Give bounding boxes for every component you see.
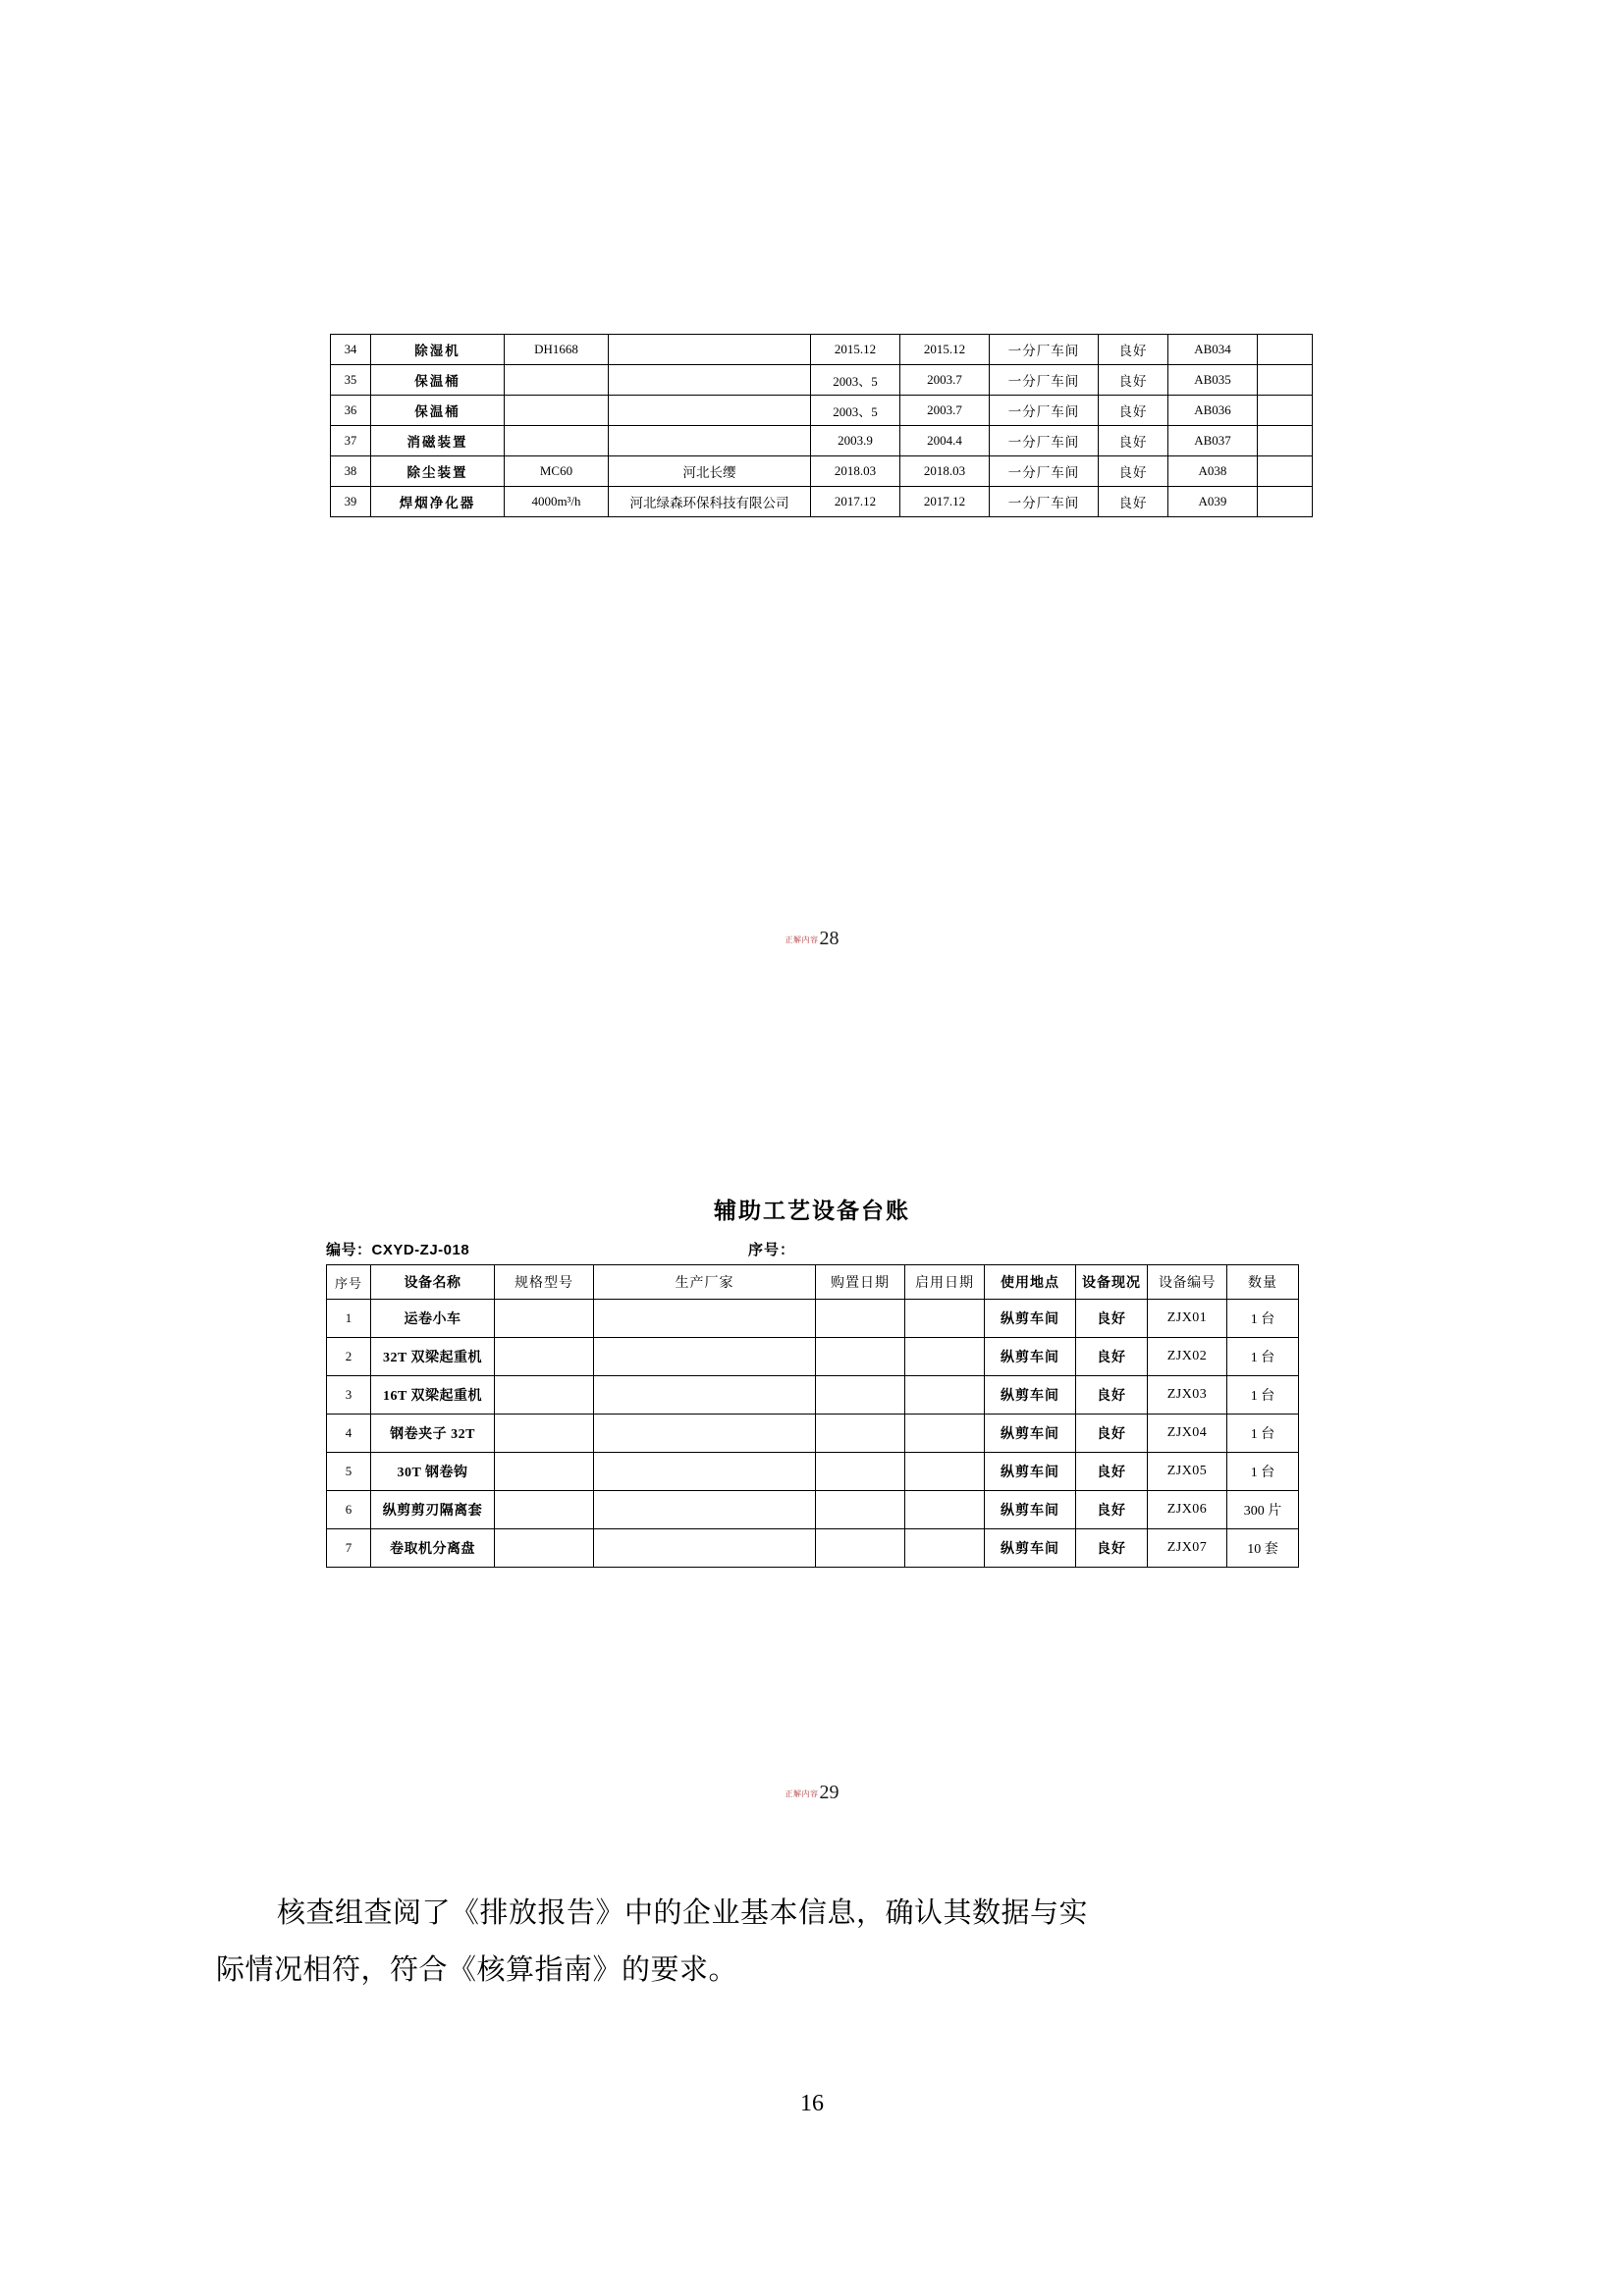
cell-qty xyxy=(1258,335,1313,365)
form-serial-label: 序号： xyxy=(748,1242,796,1258)
paragraph-line-2: 际情况相符，符合《核算指南》的要求。 xyxy=(216,1954,738,1986)
cell-buy-date: 2017.12 xyxy=(811,487,900,517)
col-state: 设备现况 xyxy=(1076,1265,1148,1300)
cell-model: DH1668 xyxy=(505,335,609,365)
cell-no: 3 xyxy=(327,1376,371,1415)
cell-name: 除湿机 xyxy=(371,335,505,365)
cell-state: 良好 xyxy=(1076,1529,1148,1568)
cell-place: 纵剪车间 xyxy=(985,1529,1076,1568)
cell-no: 37 xyxy=(331,426,371,456)
cell-no: 34 xyxy=(331,335,371,365)
cell-state: 良好 xyxy=(1099,456,1168,487)
watermark-text: 正解内容 xyxy=(785,935,819,944)
cell-start-date: 2018.03 xyxy=(900,456,990,487)
col-start-date: 启用日期 xyxy=(905,1265,985,1300)
body-paragraph xyxy=(216,1885,1409,1999)
cell-code: ZJX06 xyxy=(1148,1491,1227,1529)
cell-spec xyxy=(495,1415,594,1453)
cell-buy-date: 2003、5 xyxy=(811,365,900,396)
cell-state: 良好 xyxy=(1076,1338,1148,1376)
cell-no: 38 xyxy=(331,456,371,487)
cell-no: 5 xyxy=(327,1453,371,1491)
cell-place: 纵剪车间 xyxy=(985,1491,1076,1529)
cell-maker: 河北长缨 xyxy=(609,456,811,487)
cell-name: 消磁装置 xyxy=(371,426,505,456)
section-title: 辅助工艺设备台账 xyxy=(714,1198,910,1223)
cell-maker xyxy=(594,1300,816,1338)
cell-buy-date xyxy=(816,1376,905,1415)
cell-maker xyxy=(609,396,811,426)
cell-code: AB037 xyxy=(1168,426,1258,456)
col-maker: 生产厂家 xyxy=(594,1265,816,1300)
cell-place: 一分厂车间 xyxy=(990,426,1099,456)
table-row xyxy=(331,456,1313,487)
cell-qty xyxy=(1258,456,1313,487)
cell-qty xyxy=(1258,487,1313,517)
cell-code: ZJX03 xyxy=(1148,1376,1227,1415)
form-code-label: 编号：CXYD-ZJ-018 xyxy=(326,1242,470,1258)
cell-buy-date: 2015.12 xyxy=(811,335,900,365)
cell-place: 一分厂车间 xyxy=(990,335,1099,365)
cell-name: 焊烟净化器 xyxy=(371,487,505,517)
cell-maker xyxy=(594,1529,816,1568)
cell-state: 良好 xyxy=(1076,1300,1148,1338)
cell-maker xyxy=(609,335,811,365)
cell-buy-date xyxy=(816,1529,905,1568)
table2-head xyxy=(327,1265,1299,1300)
cell-buy-date xyxy=(816,1491,905,1529)
cell-state: 良好 xyxy=(1099,487,1168,517)
cell-model: 4000m³/h xyxy=(505,487,609,517)
cell-no: 4 xyxy=(327,1415,371,1453)
cell-start-date xyxy=(905,1376,985,1415)
cell-name: 除尘装置 xyxy=(371,456,505,487)
table-row xyxy=(331,335,1313,365)
cell-code: AB034 xyxy=(1168,335,1258,365)
cell-code: ZJX05 xyxy=(1148,1453,1227,1491)
cell-no: 2 xyxy=(327,1338,371,1376)
page-folio: 16 xyxy=(800,2091,824,2116)
table-row xyxy=(331,365,1313,396)
table1-body xyxy=(331,335,1313,517)
cell-model xyxy=(505,396,609,426)
cell-code: ZJX07 xyxy=(1148,1529,1227,1568)
cell-name: 保温桶 xyxy=(371,365,505,396)
cell-spec xyxy=(495,1491,594,1529)
cell-no: 7 xyxy=(327,1529,371,1568)
equipment-ledger-table-continued xyxy=(330,334,1302,517)
cell-model: MC60 xyxy=(505,456,609,487)
section-meta xyxy=(326,1239,1298,1260)
cell-code: ZJX04 xyxy=(1148,1415,1227,1453)
table-row xyxy=(331,487,1313,517)
table-row xyxy=(331,426,1313,456)
cell-spec xyxy=(495,1376,594,1415)
cell-qty: 1 台 xyxy=(1227,1376,1299,1415)
cell-maker: 河北绿森环保科技有限公司 xyxy=(609,487,811,517)
table2 xyxy=(326,1264,1299,1568)
cell-buy-date xyxy=(816,1415,905,1453)
cell-start-date: 2003.7 xyxy=(900,365,990,396)
cell-no: 1 xyxy=(327,1300,371,1338)
table-row xyxy=(327,1415,1299,1453)
table-row xyxy=(327,1453,1299,1491)
cell-state: 良好 xyxy=(1076,1415,1148,1453)
cell-code: AB036 xyxy=(1168,396,1258,426)
page-number-mark-29 xyxy=(0,1782,1624,1804)
table-row xyxy=(327,1338,1299,1376)
cell-qty: 1 台 xyxy=(1227,1300,1299,1338)
cell-buy-date xyxy=(816,1338,905,1376)
cell-state: 良好 xyxy=(1076,1453,1148,1491)
cell-no: 35 xyxy=(331,365,371,396)
cell-model xyxy=(505,365,609,396)
cell-code: AB035 xyxy=(1168,365,1258,396)
cell-code: ZJX01 xyxy=(1148,1300,1227,1338)
cell-name: 运卷小车 xyxy=(371,1300,495,1338)
cell-start-date: 2003.7 xyxy=(900,396,990,426)
cell-buy-date xyxy=(816,1300,905,1338)
cell-start-date xyxy=(905,1453,985,1491)
cell-spec xyxy=(495,1453,594,1491)
table1 xyxy=(330,334,1313,517)
cell-maker xyxy=(594,1491,816,1529)
cell-start-date xyxy=(905,1491,985,1529)
cell-place: 一分厂车间 xyxy=(990,456,1099,487)
cell-no: 36 xyxy=(331,396,371,426)
cell-qty: 1 台 xyxy=(1227,1415,1299,1453)
cell-qty xyxy=(1258,365,1313,396)
col-no: 序号 xyxy=(327,1265,371,1300)
cell-name: 纵剪剪刃隔离套 xyxy=(371,1491,495,1529)
cell-spec xyxy=(495,1529,594,1568)
cell-maker xyxy=(609,426,811,456)
cell-place: 纵剪车间 xyxy=(985,1376,1076,1415)
col-qty: 数量 xyxy=(1227,1265,1299,1300)
cell-start-date: 2017.12 xyxy=(900,487,990,517)
cell-qty xyxy=(1258,396,1313,426)
cell-start-date xyxy=(905,1338,985,1376)
cell-name: 16T 双梁起重机 xyxy=(371,1376,495,1415)
cell-maker xyxy=(594,1376,816,1415)
cell-code: A039 xyxy=(1168,487,1258,517)
auxiliary-equipment-table xyxy=(326,1264,1298,1568)
cell-name: 保温桶 xyxy=(371,396,505,426)
cell-start-date: 2004.4 xyxy=(900,426,990,456)
table-row xyxy=(327,1529,1299,1568)
cell-place: 一分厂车间 xyxy=(990,487,1099,517)
watermark-text: 正解内容 xyxy=(785,1789,819,1798)
cell-start-date xyxy=(905,1529,985,1568)
cell-place: 纵剪车间 xyxy=(985,1300,1076,1338)
table-header-row xyxy=(327,1265,1299,1300)
cell-qty: 10 套 xyxy=(1227,1529,1299,1568)
cell-state: 良好 xyxy=(1076,1376,1148,1415)
cell-place: 纵剪车间 xyxy=(985,1338,1076,1376)
cell-qty: 1 台 xyxy=(1227,1338,1299,1376)
cell-maker xyxy=(594,1453,816,1491)
cell-spec xyxy=(495,1338,594,1376)
auxiliary-equipment-section xyxy=(0,1193,1624,1568)
cell-start-date xyxy=(905,1415,985,1453)
table2-body xyxy=(327,1300,1299,1568)
cell-maker xyxy=(609,365,811,396)
cell-qty: 300 片 xyxy=(1227,1491,1299,1529)
cell-name: 30T 钢卷钩 xyxy=(371,1453,495,1491)
cell-place: 纵剪车间 xyxy=(985,1415,1076,1453)
page-number: 29 xyxy=(819,1782,839,1803)
cell-state: 良好 xyxy=(1099,396,1168,426)
col-spec: 规格型号 xyxy=(495,1265,594,1300)
cell-model xyxy=(505,426,609,456)
table-row xyxy=(327,1300,1299,1338)
cell-name: 卷取机分离盘 xyxy=(371,1529,495,1568)
cell-no: 6 xyxy=(327,1491,371,1529)
cell-start-date xyxy=(905,1300,985,1338)
table-row xyxy=(327,1491,1299,1529)
cell-maker xyxy=(594,1338,816,1376)
col-name: 设备名称 xyxy=(371,1265,495,1300)
table-row xyxy=(327,1376,1299,1415)
col-place: 使用地点 xyxy=(985,1265,1076,1300)
cell-start-date: 2015.12 xyxy=(900,335,990,365)
table-row xyxy=(331,396,1313,426)
cell-no: 39 xyxy=(331,487,371,517)
col-buy-date: 购置日期 xyxy=(816,1265,905,1300)
cell-state: 良好 xyxy=(1099,365,1168,396)
cell-state: 良好 xyxy=(1076,1491,1148,1529)
page-number: 28 xyxy=(819,928,839,949)
cell-spec xyxy=(495,1300,594,1338)
paragraph-line-1: 核查组查阅了《排放报告》中的企业基本信息，确认其数据与实 xyxy=(277,1897,1089,1929)
cell-buy-date xyxy=(816,1453,905,1491)
cell-state: 良好 xyxy=(1099,426,1168,456)
cell-maker xyxy=(594,1415,816,1453)
col-code: 设备编号 xyxy=(1148,1265,1227,1300)
cell-place: 纵剪车间 xyxy=(985,1453,1076,1491)
cell-state: 良好 xyxy=(1099,335,1168,365)
cell-buy-date: 2003.9 xyxy=(811,426,900,456)
cell-name: 钢卷夹子 32T xyxy=(371,1415,495,1453)
cell-qty xyxy=(1258,426,1313,456)
cell-place: 一分厂车间 xyxy=(990,396,1099,426)
cell-buy-date: 2018.03 xyxy=(811,456,900,487)
cell-code: ZJX02 xyxy=(1148,1338,1227,1376)
cell-buy-date: 2003、5 xyxy=(811,396,900,426)
page-number-mark-28 xyxy=(0,928,1624,950)
cell-qty: 1 台 xyxy=(1227,1453,1299,1491)
cell-code: A038 xyxy=(1168,456,1258,487)
cell-name: 32T 双梁起重机 xyxy=(371,1338,495,1376)
cell-place: 一分厂车间 xyxy=(990,365,1099,396)
